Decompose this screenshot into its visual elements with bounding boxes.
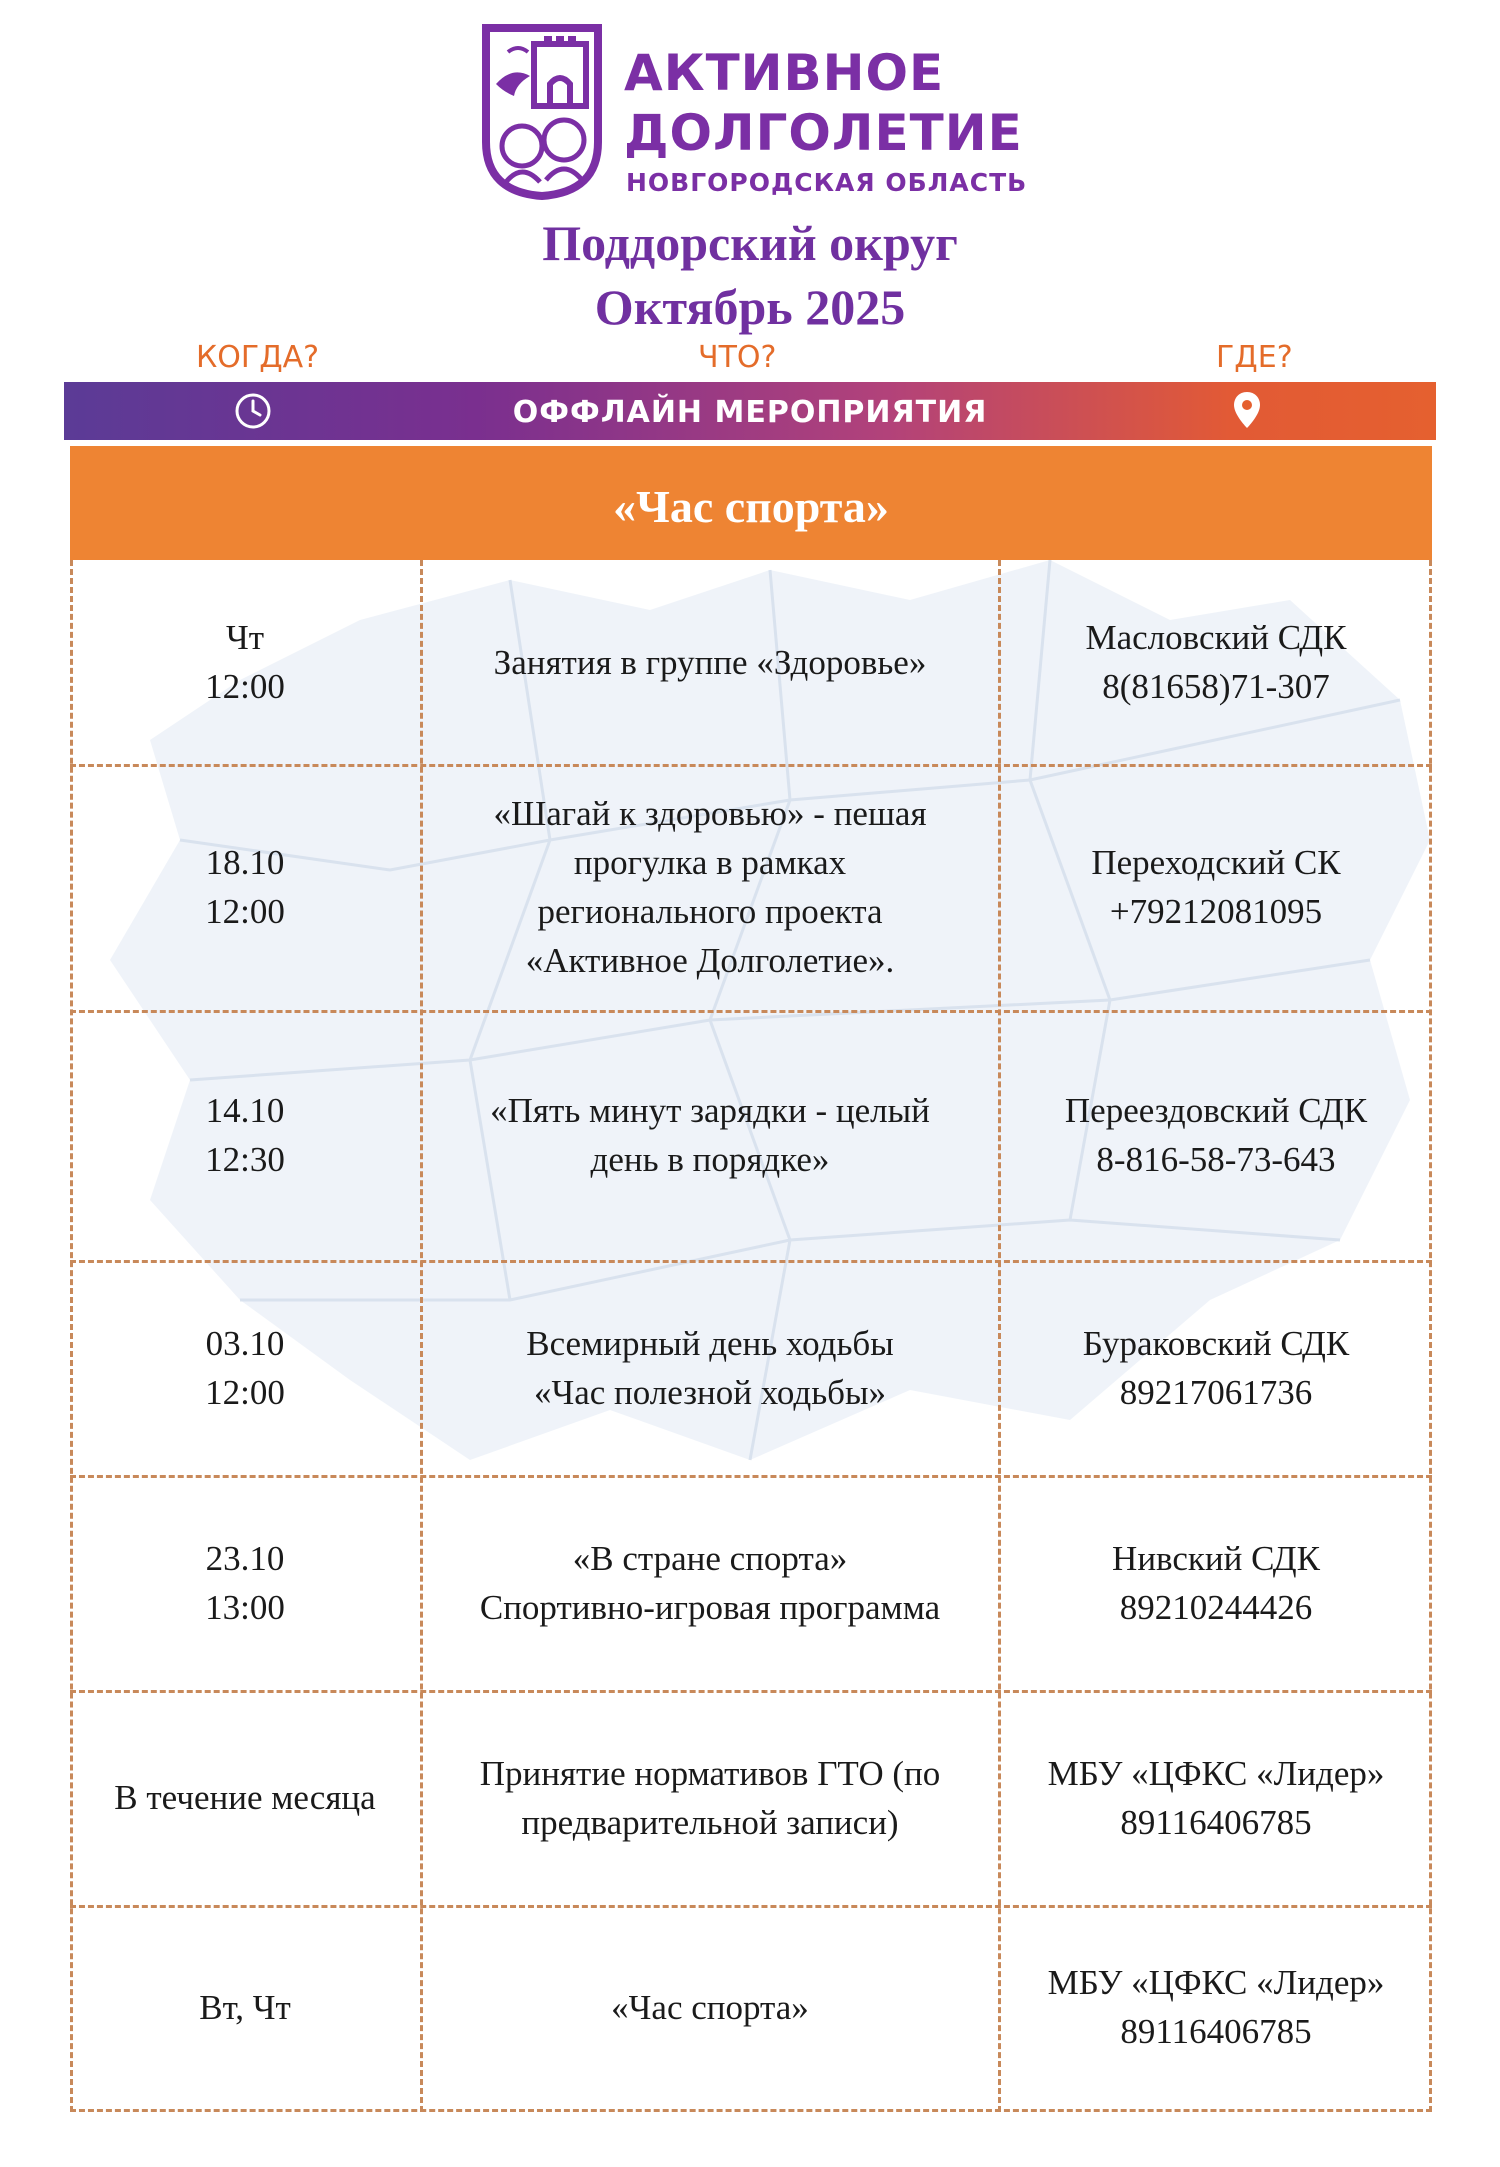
cell-when xyxy=(70,1690,420,1905)
column-label-what: ЧТО? xyxy=(698,340,777,375)
cell-when xyxy=(70,1905,420,2109)
cell-when xyxy=(70,764,420,1010)
cell-what xyxy=(420,1905,1000,2109)
event-where: Масловский СДК 8(81658)71-307 xyxy=(1085,618,1347,706)
cell-what xyxy=(420,1010,1000,1260)
cell-where xyxy=(1000,560,1432,764)
section-header xyxy=(70,446,1432,560)
table-row xyxy=(70,1905,1432,2109)
event-when: 23.10 13:00 xyxy=(205,1538,285,1627)
page-title-month: Октябрь 2025 xyxy=(594,279,906,335)
event-where: Нивский СДК 89210244426 xyxy=(1112,1538,1320,1627)
table-row xyxy=(70,1475,1432,1690)
event-when: Чт 12:00 xyxy=(205,618,285,706)
event-what: Всемирный день ходьбы «Час полезной ходьбы» xyxy=(526,1323,894,1412)
event-what: «Пять минут зарядки - целый день в порядке» xyxy=(490,1091,930,1179)
cell-when xyxy=(70,560,420,764)
table-row xyxy=(70,1010,1432,1260)
category-band xyxy=(64,382,1436,440)
event-where: МБУ «ЦФКС «Лидер» 89116406785 xyxy=(1047,1963,1385,2051)
event-when: 14.10 12:30 xyxy=(205,1091,285,1179)
logo-line-1: АКТИВНОЕ xyxy=(624,44,945,102)
event-where: Переездовский СДК 8-816-58-73-643 xyxy=(1064,1091,1368,1179)
location-pin-icon xyxy=(1232,390,1262,430)
cell-where xyxy=(1000,1010,1432,1260)
band-label: ОФФЛАЙН МЕРОПРИЯТИЯ xyxy=(512,395,988,430)
event-what: Принятие нормативов ГТО (по предварительной записи) xyxy=(479,1753,941,1842)
table-row xyxy=(70,1690,1432,1905)
cell-what xyxy=(420,1690,1000,1905)
column-label-when: КОГДА? xyxy=(196,340,320,375)
section-title: «Час спорта» xyxy=(613,481,889,532)
grid-line xyxy=(70,2109,1432,2112)
table-row xyxy=(70,764,1432,1010)
event-when: 03.10 12:00 xyxy=(205,1323,285,1412)
cell-what xyxy=(420,764,1000,1010)
cell-where xyxy=(1000,1475,1432,1690)
cell-where xyxy=(1000,764,1432,1010)
event-what: «Шагай к здоровью» - пешая прогулка в рамках регионального проекта «Активное Долголетие». xyxy=(493,794,927,980)
cell-what xyxy=(420,1260,1000,1475)
event-where: Бураковский СДК 89217061736 xyxy=(1082,1323,1350,1412)
event-what: Занятия в группе «Здоровье» xyxy=(493,642,927,682)
cell-what xyxy=(420,1475,1000,1690)
logo-line-3: НОВГОРОДСКАЯ ОБЛАСТЬ xyxy=(626,168,1028,197)
page-title-district: Поддорский округ xyxy=(542,215,958,271)
cell-when xyxy=(70,1475,420,1690)
event-where: Переходский СК +79212081095 xyxy=(1091,843,1341,931)
event-when: Вт, Чт xyxy=(199,1987,291,2027)
table-row xyxy=(70,1260,1432,1475)
event-what: «Час спорта» xyxy=(611,1987,809,2027)
cell-what xyxy=(420,560,1000,764)
logo xyxy=(478,22,1038,200)
events-grid xyxy=(70,560,1432,2112)
cell-where xyxy=(1000,1690,1432,1905)
logo-line-2: ДОЛГОЛЕТИЕ xyxy=(624,104,1023,162)
event-what: «В стране спорта» Спортивно-игровая программа xyxy=(479,1538,941,1627)
column-label-where: ГДЕ? xyxy=(1216,340,1293,375)
events-table xyxy=(70,446,1432,2112)
cell-where xyxy=(1000,1260,1432,1475)
cell-when xyxy=(70,1010,420,1260)
cell-when xyxy=(70,1260,420,1475)
cell-where xyxy=(1000,1905,1432,2109)
table-row xyxy=(70,560,1432,764)
event-when: 18.10 12:00 xyxy=(205,843,285,931)
event-where: МБУ «ЦФКС «Лидер» 89116406785 xyxy=(1047,1753,1385,1842)
event-when: В течение месяца xyxy=(114,1778,376,1817)
logo-emblem-icon xyxy=(478,22,606,200)
